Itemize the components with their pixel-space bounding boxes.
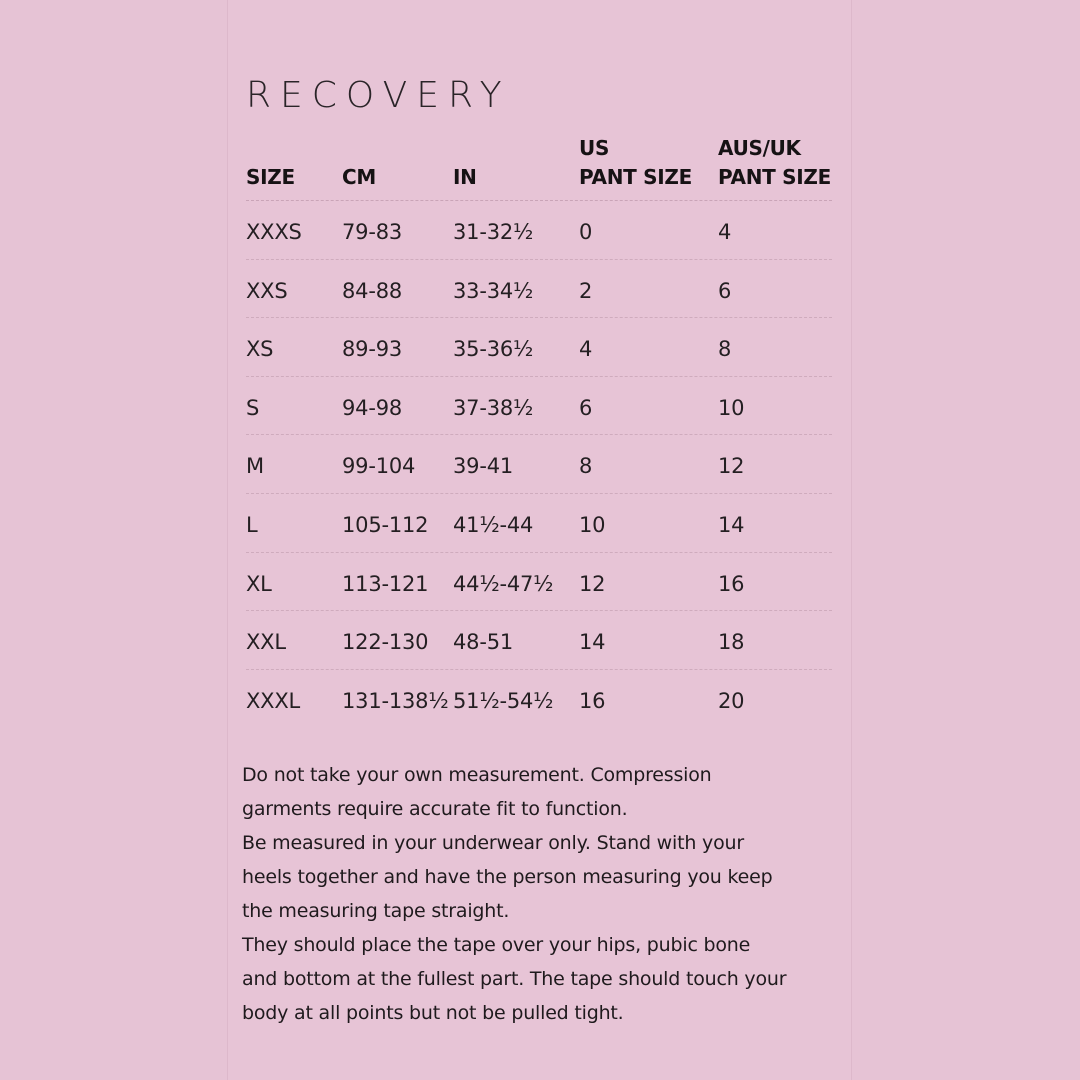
cell-in: 37-38½ [453,395,534,420]
cell-in: 51½-54½ [453,688,554,713]
cell-us-pant-size: 10 [579,512,606,537]
cell-in: 39-41 [453,454,514,479]
cell-aus-uk-pant-size: 8 [718,337,732,362]
cell-cm: 105-112 [342,512,429,537]
table-row [246,670,832,728]
cell-us-pant-size: 14 [579,630,606,655]
cell-in: 33-34½ [453,278,534,303]
size-chart-table [246,134,832,727]
cell-us-pant-size: 2 [579,278,593,303]
cell-in: 31-32½ [453,220,534,244]
header-cm: CM [342,165,376,189]
cell-us-pant-size: 16 [579,688,606,713]
cell-size: M [246,454,264,479]
cell-us-pant-size: 12 [579,571,606,596]
instruction-line: They should place the tape over your hips, pubic bone [242,934,751,956]
instruction-line: and bottom at the fullest part. The tape should touch your [242,968,787,990]
instruction-line: heels together and have the person measuring you keep [242,866,773,888]
header-us-pant-size: US PANT SIZE [579,136,692,189]
cell-aus-uk-pant-size: 12 [718,454,745,479]
page-title: RECOVERY [246,75,511,116]
cell-us-pant-size: 6 [579,395,593,420]
cell-cm: 84-88 [342,278,403,303]
table-row [246,201,832,260]
cell-size: XXXL [246,688,301,713]
header-size: SIZE [246,165,295,189]
cell-cm: 131-138½ [342,688,449,713]
table-row [246,611,832,670]
measurement-instructions [242,758,832,1030]
cell-us-pant-size: 4 [579,337,593,362]
cell-aus-uk-pant-size: 16 [718,571,745,596]
table-row [246,377,832,436]
table-row [246,260,832,319]
table-row [246,435,832,494]
cell-aus-uk-pant-size: 4 [718,220,732,244]
header-in: IN [453,165,477,189]
cell-cm: 89-93 [342,337,403,362]
cell-aus-uk-pant-size: 20 [718,688,745,713]
cell-size: XL [246,571,272,596]
instructions-text [242,758,832,1030]
cell-cm: 113-121 [342,571,429,596]
cell-cm: 122-130 [342,630,429,655]
cell-aus-uk-pant-size: 6 [718,278,732,303]
header-aus-uk-pant-size: AUS/UK PANT SIZE [718,136,831,189]
cell-aus-uk-pant-size: 14 [718,512,745,537]
instruction-line: body at all points but not be pulled tight. [242,1002,624,1024]
cell-in: 41½-44 [453,512,534,537]
cell-size: L [246,512,258,537]
cell-us-pant-size: 0 [579,220,593,244]
cell-cm: 79-83 [342,220,403,244]
cell-size: XXS [246,278,288,303]
cell-size: XXXS [246,220,302,244]
table-header-row [246,134,832,201]
cell-in: 35-36½ [453,337,534,362]
table-row [246,553,832,612]
instruction-line: Be measured in your underwear only. Stand with your [242,832,744,854]
cell-aus-uk-pant-size: 18 [718,630,745,655]
instruction-line: Do not take your own measurement. Compression [242,764,712,786]
instruction-line: garments require accurate fit to function. [242,798,628,820]
table-row [246,494,832,553]
cell-cm: 99-104 [342,454,416,479]
instruction-line: the measuring tape straight. [242,900,510,922]
cell-cm: 94-98 [342,395,403,420]
cell-in: 44½-47½ [453,571,554,596]
cell-size: XXL [246,630,286,655]
cell-aus-uk-pant-size: 10 [718,395,745,420]
cell-size: XS [246,337,274,362]
table-body [246,201,832,727]
cell-us-pant-size: 8 [579,454,593,479]
cell-size: S [246,395,260,420]
cell-in: 48-51 [453,630,514,655]
table-row [246,318,832,377]
